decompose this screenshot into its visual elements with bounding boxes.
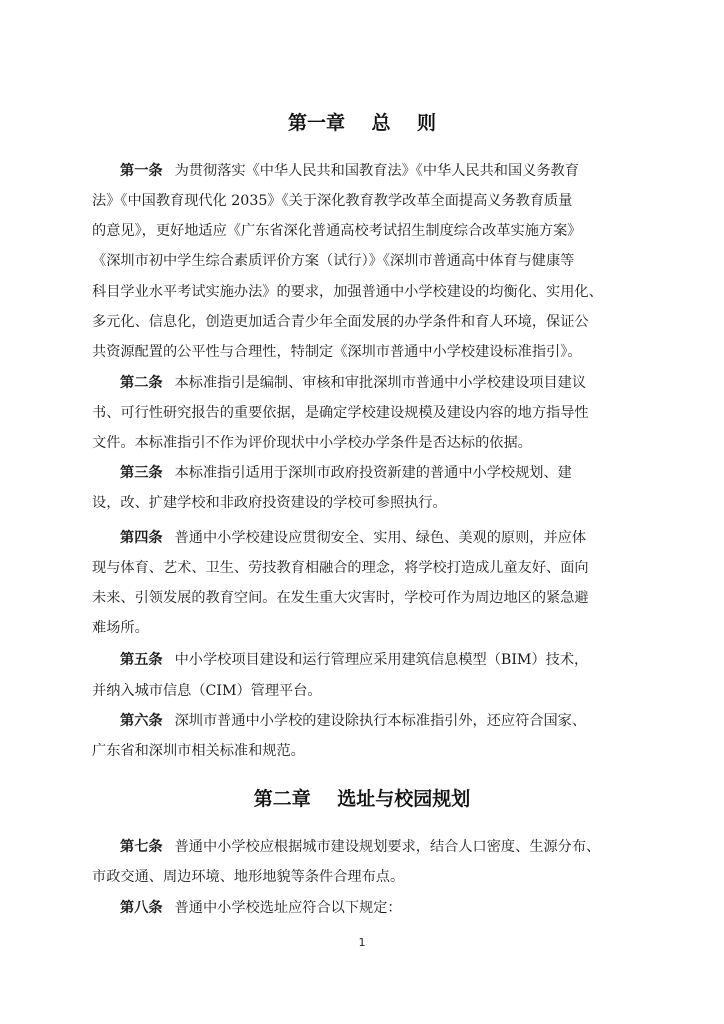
page-number: 1 bbox=[358, 936, 366, 949]
article-3-line-2: 设，改、扩建学校和非政府投资建设的学校可参照执行。 bbox=[92, 495, 447, 511]
article-5-label: 第五条 bbox=[120, 652, 163, 668]
article-3-label: 第三条 bbox=[120, 465, 163, 481]
article-7-line-2: 市政交通、周边环境、地形地貌等条件合理布点。 bbox=[92, 869, 405, 885]
article-5-line-2: 并纳入城市信息（CIM）管理平台。 bbox=[92, 683, 322, 699]
article-6-line-1: 第六条 深圳市普通中小学校的建设除执行本标准指引外，还应符合国家、 bbox=[120, 713, 587, 729]
article-4-line-3: 未来、引领发展的教育空间。在发生重大灾害时，学校可作为周边地区的紧急避 bbox=[92, 590, 589, 606]
article-1-label: 第一条 bbox=[120, 163, 163, 179]
article-4-label: 第四条 bbox=[120, 530, 163, 546]
article-4-line-4: 难场所。 bbox=[92, 620, 149, 636]
chapter-1-title: 第一章 总 则 bbox=[288, 112, 436, 134]
chapter-2-title: 第二章 选址与校园规划 bbox=[253, 788, 471, 810]
article-1-line-6: 多元化、信息化，创造更加适合青少年全面发展的办学条件和育人环境，保证公 bbox=[92, 314, 589, 330]
article-5-line-1: 第五条 中小学校项目建设和运行管理应采用建筑信息模型（BIM）技术， bbox=[120, 652, 589, 668]
article-3-line-1: 第三条 本标准指引适用于深圳市政府投资新建的普通中小学校规划、建 bbox=[120, 465, 572, 481]
article-2-line-3: 文件。本标准指引不作为评价现状中小学校办学条件是否达标的依据。 bbox=[92, 435, 532, 451]
article-8-line-1: 第八条 普通中小学校选址应符合以下规定： bbox=[120, 900, 402, 916]
article-2-label: 第二条 bbox=[120, 375, 163, 391]
article-6-label: 第六条 bbox=[120, 713, 163, 729]
article-2-line-1: 第二条 本标准指引是编制、审核和审批深圳市普通中小学校建设项目建议 bbox=[120, 375, 587, 391]
article-2-line-2: 书、可行性研究报告的重要依据，是确定学校建设规模及建设内容的地方指导性 bbox=[92, 405, 589, 421]
article-1-line-1: 第一条 为贯彻落实《中华人民共和国教育法》《中华人民共和国义务教育 bbox=[120, 163, 579, 179]
article-1-line-4: 《深圳市初中学生综合素质评价方案（试行）》《深圳市普通高中体育与健康等 bbox=[92, 253, 575, 269]
article-1-line-5: 科目学业水平考试实施办法》的要求，加强普通中小学校建设的均衡化、实用化、 bbox=[92, 284, 603, 300]
article-8-label: 第八条 bbox=[120, 900, 163, 916]
article-1-line-2: 法》《中国教育现代化 2035》《关于深化教育教学改革全面提高义务教育质量 bbox=[92, 193, 573, 209]
article-4-line-1: 第四条 普通中小学校建设应贯彻安全、实用、绿色、美观的原则，并应体 bbox=[120, 530, 587, 546]
article-1-line-3: 的意见》，更好地适应《广东省深化普通高校考试招生制度综合改革实施方案》 bbox=[92, 223, 582, 239]
article-6-line-2: 广东省和深圳市相关标准和规范。 bbox=[92, 743, 305, 759]
article-4-line-2: 现与体育、艺术、卫生、劳技教育相融合的理念，将学校打造成儿童友好、面向 bbox=[92, 560, 589, 576]
article-7-label: 第七条 bbox=[120, 839, 163, 855]
article-7-line-1: 第七条 普通中小学校应根据城市建设规划要求，结合人口密度、生源分布、 bbox=[120, 839, 601, 855]
article-1-line-7: 共资源配置的公平性与合理性，特制定《深圳市普通中小学校建设标准指引》。 bbox=[92, 344, 582, 360]
